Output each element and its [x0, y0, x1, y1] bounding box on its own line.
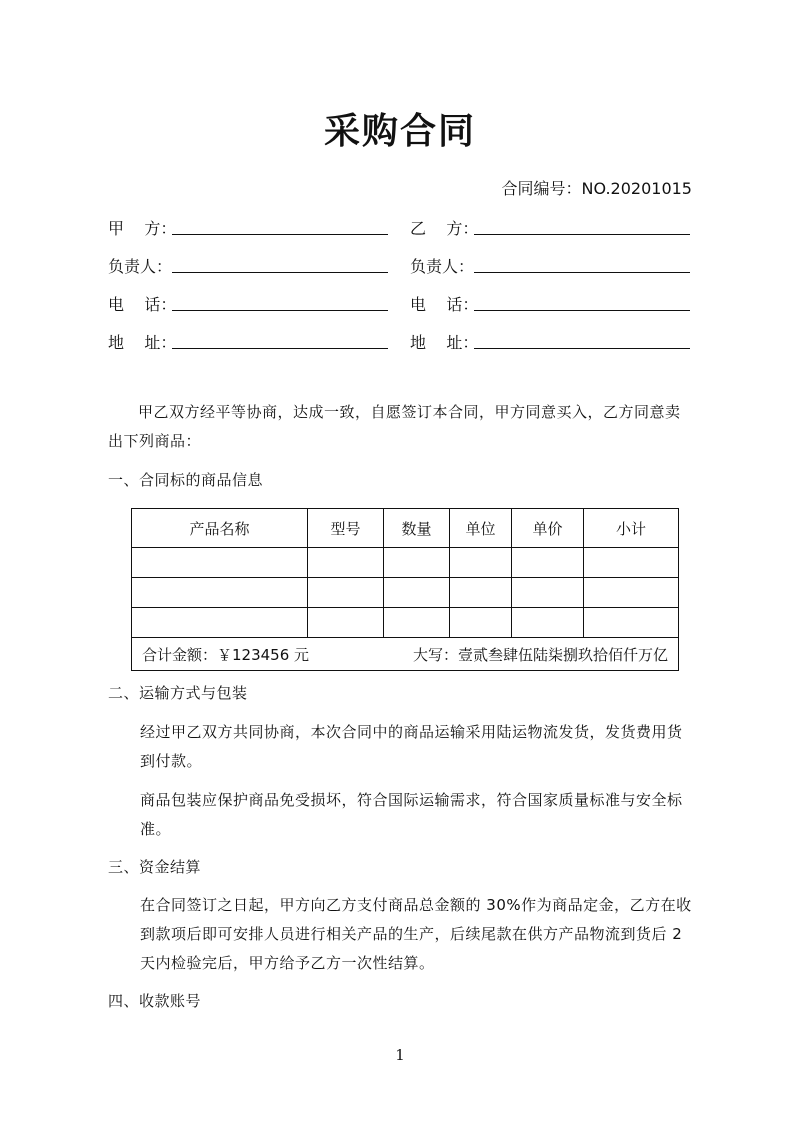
party-a-label: 甲 方： [108, 219, 177, 238]
party-a-address-label: 地 址： [108, 333, 177, 352]
table-cell[interactable] [512, 578, 584, 608]
section4-heading: 四、收款账号 [108, 992, 202, 1010]
table-cell[interactable] [512, 608, 584, 638]
table-cell[interactable] [132, 608, 308, 638]
table-cell[interactable] [308, 548, 384, 578]
section1-heading: 一、合同标的商品信息 [108, 471, 264, 489]
table-total-row [132, 638, 679, 671]
section3-heading: 三、资金结算 [108, 858, 202, 876]
document-title: 采购合同 [323, 111, 476, 152]
table-row [132, 548, 679, 578]
page-number: 1 [395, 1046, 405, 1064]
table-row [132, 608, 679, 638]
section3-paragraph: 在合同签订之日起，甲方向乙方支付商品总金额的 30%作为商品定金，乙方在收到款项后即可安排人员进行相关产品的生产，后续尾款在供方产品物流到货后 2 天内检验完后，甲方给予乙方一次性结算。 [140, 896, 692, 972]
table-cell[interactable] [450, 548, 512, 578]
table-row [132, 578, 679, 608]
total-amount: 合计金额：￥123456 元 [142, 645, 310, 664]
contract-number: 合同编号：NO.20201015 [501, 179, 692, 198]
table-cell[interactable] [584, 578, 679, 608]
table-cell[interactable] [450, 608, 512, 638]
party-b-label: 乙 方： [410, 219, 479, 238]
col-subtotal: 小计 [584, 509, 679, 548]
section2-paragraph-1: 经过甲乙双方共同协商，本次合同中的商品运输采用陆运物流发货，发货费用货到付款。 [140, 723, 683, 770]
table-cell[interactable] [384, 608, 450, 638]
party-b-field[interactable] [474, 234, 690, 235]
table-cell[interactable] [584, 548, 679, 578]
col-product-name: 产品名称 [132, 509, 308, 548]
goods-table [131, 508, 679, 671]
table-cell[interactable] [512, 548, 584, 578]
section2-heading: 二、运输方式与包装 [108, 684, 248, 702]
col-quantity: 数量 [384, 509, 450, 548]
total-cell [132, 638, 679, 671]
table-cell[interactable] [584, 608, 679, 638]
party-b-contact-label: 负责人： [410, 257, 475, 276]
party-a-phone-field[interactable] [172, 310, 388, 311]
table-header-row [132, 509, 679, 548]
party-b-phone-label: 电 话： [410, 295, 479, 314]
table-cell[interactable] [384, 548, 450, 578]
col-unit: 单位 [450, 509, 512, 548]
party-a-phone-label: 电 话： [108, 295, 177, 314]
party-a-contact-field[interactable] [172, 272, 388, 273]
party-a-address-field[interactable] [172, 348, 388, 349]
table-cell[interactable] [450, 578, 512, 608]
table-cell[interactable] [308, 608, 384, 638]
party-b-address-field[interactable] [474, 348, 690, 349]
intro-paragraph: 甲乙双方经平等协商，达成一致，自愿签订本合同，甲方同意买入，乙方同意卖出下列商品： [108, 403, 681, 450]
col-unit-price: 单价 [512, 509, 584, 548]
table-cell[interactable] [132, 548, 308, 578]
party-a-field[interactable] [172, 234, 388, 235]
table-cell[interactable] [132, 578, 308, 608]
party-b-phone-field[interactable] [474, 310, 690, 311]
party-a-contact-label: 负责人： [108, 257, 173, 276]
table-cell[interactable] [384, 578, 450, 608]
col-model: 型号 [308, 509, 384, 548]
party-b-contact-field[interactable] [474, 272, 690, 273]
total-amount-upper: 大写：壹贰叁肆伍陆柒捌玖拾佰仟万亿 [412, 645, 668, 664]
party-b-address-label: 地 址： [410, 333, 479, 352]
section2-paragraph-2: 商品包装应保护商品免受损坏，符合国际运输需求，符合国家质量标准与安全标准。 [140, 791, 683, 838]
table-cell[interactable] [308, 578, 384, 608]
